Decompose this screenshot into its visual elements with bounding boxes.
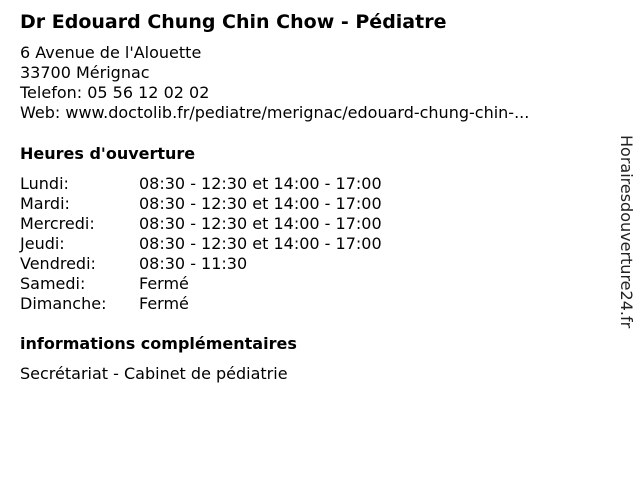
day-label: Lundi:	[20, 174, 69, 193]
day-label: Vendredi:	[20, 254, 96, 273]
day-label: Mercredi:	[20, 214, 95, 233]
time-value: Fermé	[139, 274, 189, 293]
opening-hours-heading: Heures d'ouverture	[20, 144, 196, 163]
day-label: Mardi:	[20, 194, 70, 213]
day-label: Dimanche:	[20, 294, 107, 313]
time-value: Fermé	[139, 294, 189, 313]
site-watermark: Horairesdouverture24.fr	[617, 135, 636, 329]
page-title: Dr Edouard Chung Chin Chow - Pédiatre	[20, 11, 447, 33]
day-label: Jeudi:	[20, 234, 65, 253]
time-value: 08:30 - 12:30 et 14:00 - 17:00	[139, 234, 382, 253]
additional-info-heading: informations complémentaires	[20, 334, 297, 353]
address-block	[20, 43, 529, 123]
additional-info-text: Secrétariat - Cabinet de pédiatrie	[20, 364, 288, 383]
phone-number: Telefon: 05 56 12 02 02	[20, 83, 210, 102]
time-value: 08:30 - 11:30	[139, 254, 248, 273]
time-value: 08:30 - 12:30 et 14:00 - 17:00	[139, 214, 382, 233]
street-address: 6 Avenue de l'Alouette	[20, 43, 202, 62]
city-address: 33700 Mérignac	[20, 63, 150, 82]
time-value: 08:30 - 12:30 et 14:00 - 17:00	[139, 194, 382, 213]
time-value: 08:30 - 12:30 et 14:00 - 17:00	[139, 174, 382, 193]
day-label: Samedi:	[20, 274, 86, 293]
website-link[interactable]: Web: www.doctolib.fr/pediatre/merignac/edouard-chung-chin-...	[20, 103, 530, 122]
